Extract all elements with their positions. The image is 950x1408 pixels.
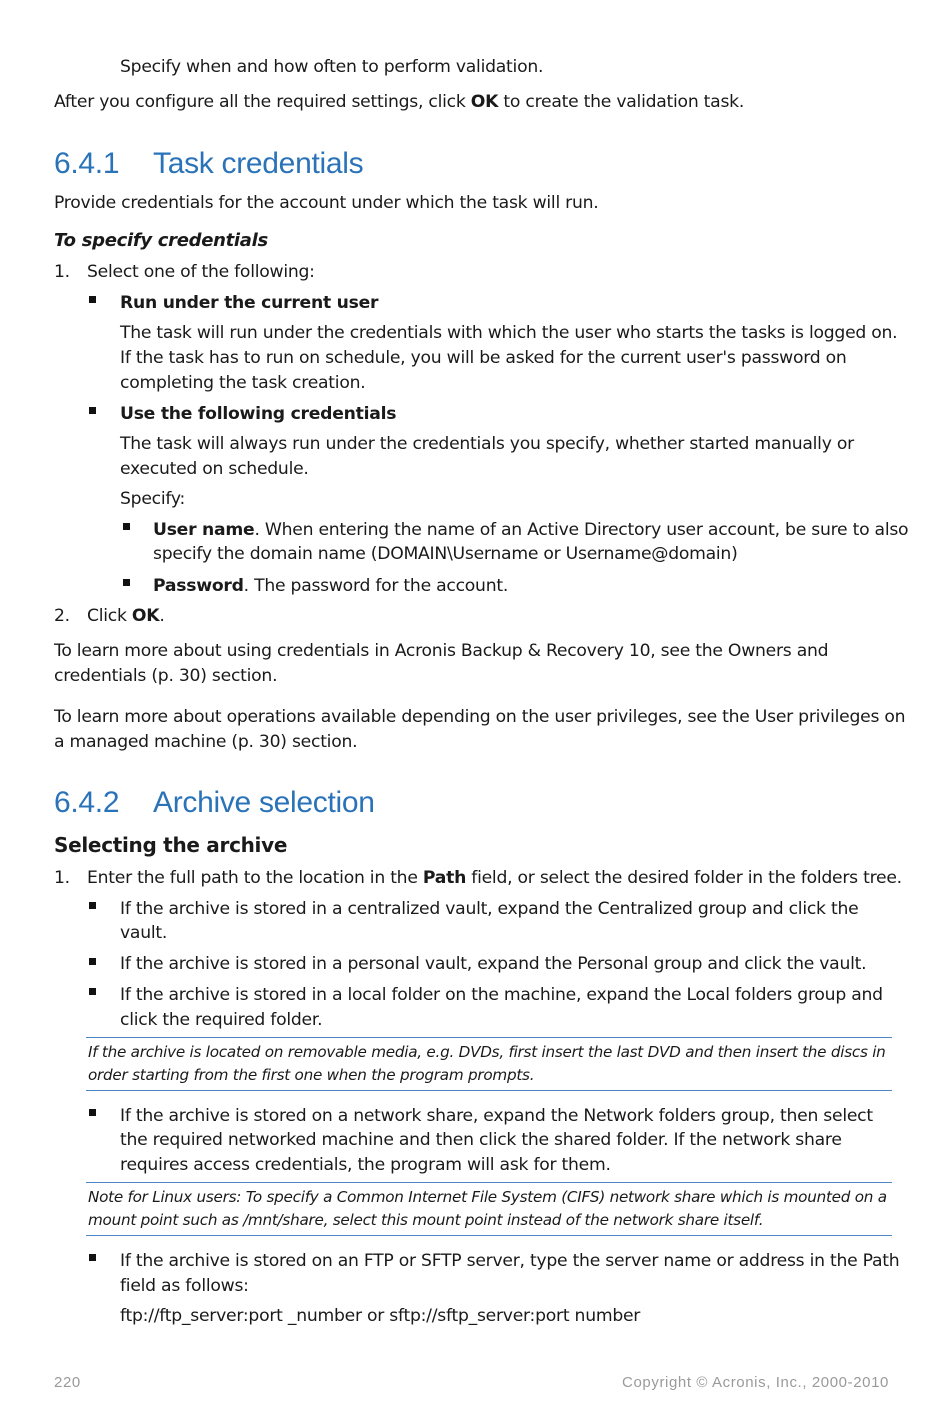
option-desc-line: The task will run under the credentials with which the user who starts the tasks is logged on.	[120, 323, 898, 343]
list-item-line: If the archive is stored in a centralized vault, expand the Centralized group and click the	[120, 899, 859, 919]
heading-task-credentials	[54, 146, 363, 182]
note-box	[86, 1037, 892, 1091]
list-item-line: the required networked machine and then click the shared folder. If the network share	[120, 1130, 842, 1150]
step-number: 1.	[54, 262, 70, 282]
option-desc-line: executed on schedule.	[120, 459, 309, 479]
bullet-square	[89, 902, 96, 909]
note-line: mount point such as /mnt/share, select this mount point instead of the network share itself.	[88, 1211, 764, 1229]
bullet-square	[89, 988, 96, 995]
option-title: Run under the current user	[120, 293, 379, 313]
reference-paragraph-line: a managed machine (p. 30) section.	[54, 732, 358, 752]
option-desc-line: completing the task creation.	[120, 373, 366, 393]
reference-paragraph-line: To learn more about using credentials in Acronis Backup & Recovery 10, see the Owners and	[54, 641, 829, 661]
intro-line: Specify when and how often to perform validation.	[120, 57, 544, 77]
note-line: order starting from the first one when the program prompts.	[88, 1066, 535, 1084]
section-description: Provide credentials for the account under which the task will run.	[54, 193, 599, 213]
list-item-line: click the required folder.	[120, 1010, 323, 1030]
note-box	[86, 1182, 892, 1236]
bullet-square	[89, 407, 96, 414]
section-title: Task credentials	[153, 147, 364, 180]
copyright-notice: Copyright © Acronis, Inc., 2000-2010	[622, 1374, 889, 1391]
list-item-line: If the archive is stored on a network share, expand the Network folders group, then select	[120, 1106, 873, 1126]
note-line: If the archive is located on removable media, e.g. DVDs, first insert the last DVD and then insert the discs in	[88, 1043, 886, 1061]
list-item-line: If the archive is stored in a personal vault, expand the Personal group and click the vault.	[120, 954, 867, 974]
bullet-square	[123, 579, 130, 586]
bullet-square	[89, 958, 96, 965]
option-desc-line: If the task has to run on schedule, you will be asked for the current user's password on	[120, 348, 847, 368]
password-item: Password. The password for the account.	[153, 576, 509, 596]
user-name-item: User name. When entering the name of an Active Directory user account, be sure to also	[153, 520, 909, 540]
page-number: 220	[54, 1374, 81, 1391]
step-text: Enter the full path to the location in the Path field, or select the desired folder in the folders tree.	[87, 868, 902, 888]
step-text: Click OK.	[87, 606, 165, 626]
specify-label: Specify:	[120, 489, 186, 509]
step-number: 1.	[54, 868, 70, 888]
option-desc-line: The task will always run under the credentials you specify, whether started manually or	[120, 434, 854, 454]
step-text: Select one of the following:	[87, 262, 315, 282]
intro-ok-instruction: After you configure all the required settings, click OK to create the validation task.	[54, 92, 745, 112]
list-item-line: If the archive is stored in a local folder on the machine, expand the Local folders group and	[120, 985, 883, 1005]
section-number: 6.4.2	[54, 786, 120, 819]
bullet-square	[123, 523, 130, 530]
section-title: Archive selection	[153, 786, 375, 819]
note-line: Note for Linux users: To specify a Common Internet File System (CIFS) network share which is mounted on a	[88, 1188, 887, 1206]
reference-paragraph-line: To learn more about operations available depending on the user privileges, see the User privileges on	[54, 707, 906, 727]
list-item-line: If the archive is stored on an FTP or SFTP server, type the server name or address in the Path	[120, 1251, 900, 1271]
step-number: 2.	[54, 606, 70, 626]
list-item-line: vault.	[120, 923, 168, 943]
reference-paragraph-line: credentials (p. 30) section.	[54, 666, 278, 686]
bullet-square	[89, 1109, 96, 1116]
heading-archive-selection	[54, 785, 375, 821]
bullet-square	[89, 1254, 96, 1261]
subheading: Selecting the archive	[54, 833, 288, 857]
user-name-item-line: specify the domain name (DOMAIN\Username or Username@domain)	[153, 544, 738, 564]
ftp-example: ftp://ftp_server:port _number or sftp://sftp_server:port number	[120, 1306, 641, 1326]
list-item-line: field as follows:	[120, 1276, 249, 1296]
option-title: Use the following credentials	[120, 404, 397, 424]
section-number: 6.4.1	[54, 147, 120, 180]
list-item-line: requires access credentials, the program will ask for them.	[120, 1155, 611, 1175]
procedure-title: To specify credentials	[54, 230, 268, 251]
ok-label: OK	[470, 92, 499, 112]
bullet-square	[89, 296, 96, 303]
